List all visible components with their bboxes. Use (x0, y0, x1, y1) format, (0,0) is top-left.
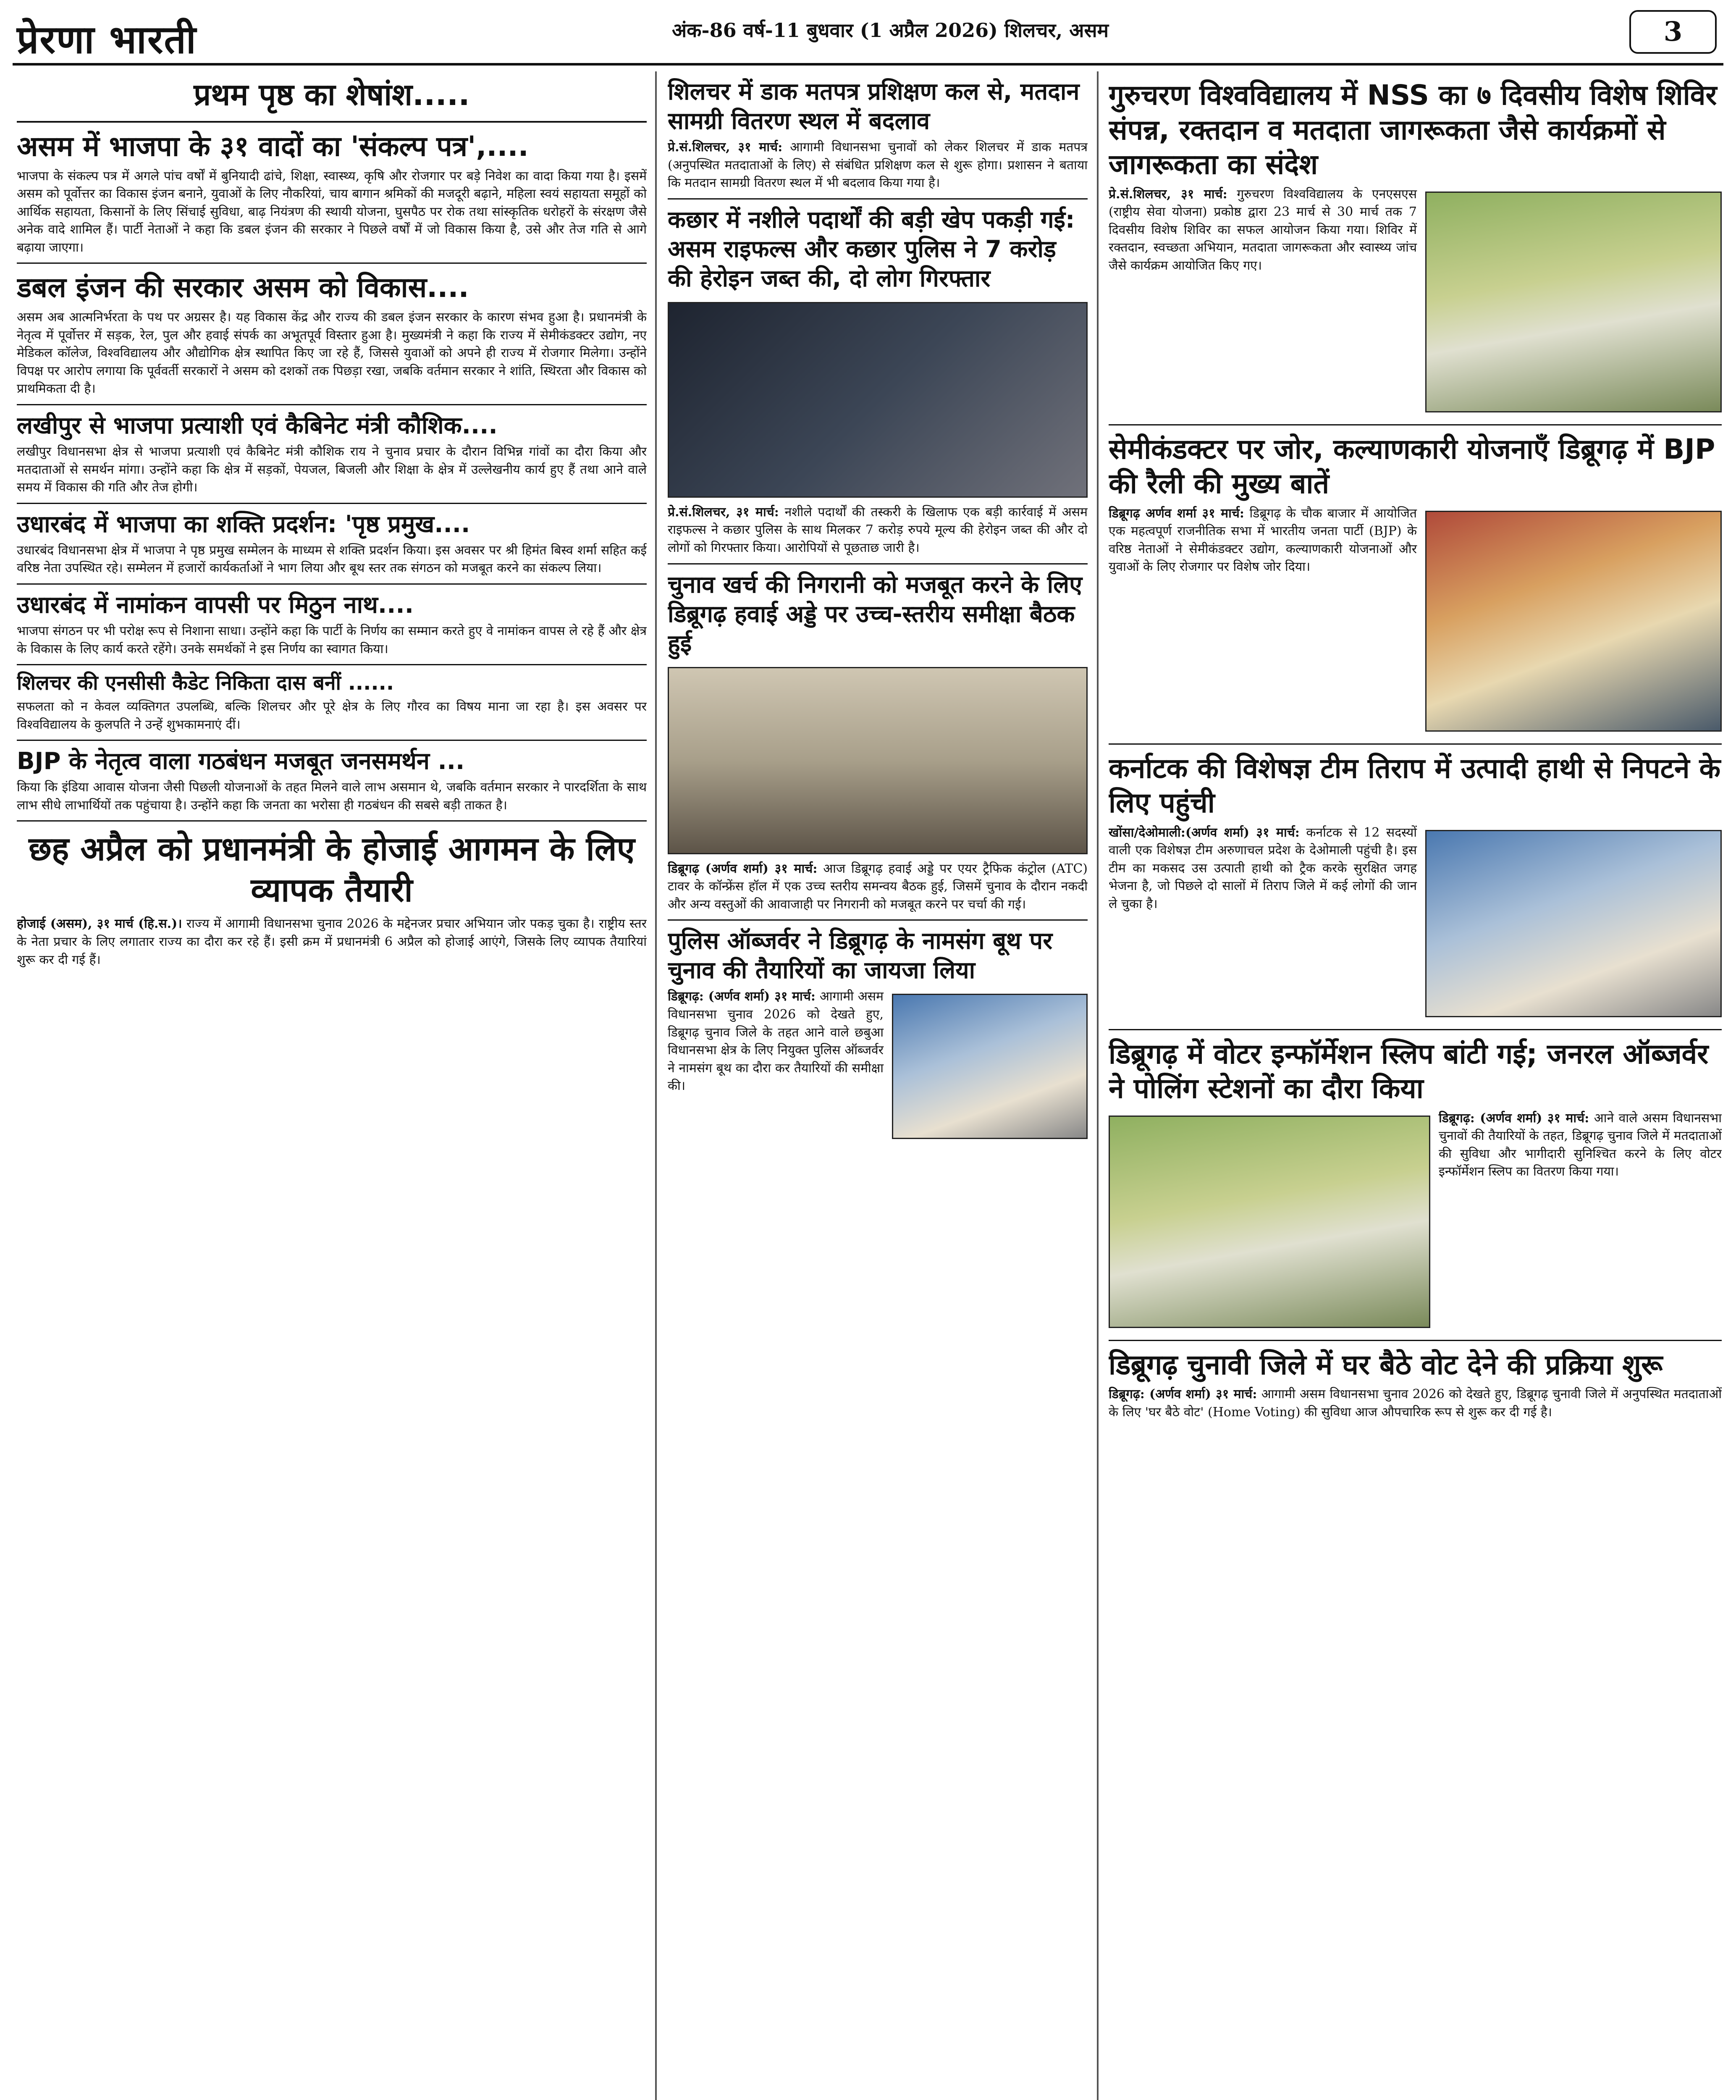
headline: शिलचर की एनसीसी कैडेट निकिता दास बनीं ...... (17, 671, 394, 695)
headline: उधारबंद में भाजपा का शक्ति प्रदर्शन: 'पृष्ठ प्रमुख.... (17, 510, 470, 538)
body-text: आगामी असम विधानसभा चुनाव 2026 को देखते हुए, डिब्रूगढ़ चुनावी जिले में अनुपस्थित मतदाताओं के लिए 'घर बैठे वोट' (Home Voting) की सुविधा आज औपचारिक रूप से शुरू कर दी गई है। (1109, 1387, 1722, 1420)
story-dibrugarh-airport-meeting (668, 564, 1088, 921)
front-page-continuation-banner: प्रथम पृष्ठ का शेषांश..... (17, 71, 647, 123)
column-divider (655, 71, 657, 2100)
story-postal-ballot (668, 71, 1088, 200)
dateline: डिब्रूगढ़: (अर्णव शर्मा) ३१ मार्च: (1109, 1387, 1257, 1402)
headline: चुनाव खर्च की निगरानी को मजबूत करने के लिए डिब्रूगढ़ हवाई अड्डे पर उच्च-स्तरीय समीक्षा बैठक हुई (668, 571, 1083, 657)
body-text: उधारबंद विधानसभा क्षेत्र में भाजपा ने पृष्ठ प्रमुख सम्मेलन के माध्यम से शक्ति प्रदर्शन किया। इस अवसर पर श्री हिमंत बिस्व शर्मा सहित कई वरिष्ठ नेता उपस्थित रहे। सम्मेलन में हजारों कार्यकर्ताओं ने भाग लिया और बूथ स्तर तक संगठन को मजबूत करने का संकल्प लिया। (17, 543, 647, 576)
story-lakhipur (17, 405, 647, 504)
rally-photo (1425, 511, 1722, 732)
story-udharbond-show (17, 504, 647, 585)
observer-photo (892, 994, 1088, 1139)
story-mithun-nath (17, 585, 647, 665)
body-text: डिब्रूगढ़ के चौक बाजार में आयोजित एक महत्वपूर्ण राजनीतिक सभा में भारतीय जनता पार्टी (BJP) के वरिष्ठ नेताओं ने सेमीकंडक्टर उद्योग, कल्याणकारी योजनाओं और युवाओं के लिए रोजगार पर विशेष जोर दिया। (1109, 506, 1417, 575)
body-text: कर्नाटक से 12 सदस्यों वाली एक विशेषज्ञ टीम अरुणाचल प्रदेश के देओमाली पहुंची है। इस टीम का मकसद उस उत्पाती हाथी को ट्रैक करके सुरक्षित जगह भेजना है, जो पिछले दो सालों में तिराप जिले में कई लोगों की जान ले चुका है। (1109, 825, 1417, 911)
column-left (17, 71, 647, 2100)
headline: डबल इंजन की सरकार असम को विकास.... (17, 271, 469, 304)
column-right (1109, 71, 1722, 2100)
page-number: 3 (1629, 10, 1717, 54)
headline: डिब्रूगढ़ चुनावी जिले में घर बैठे वोट देने की प्रक्रिया शुरू (1109, 1348, 1663, 1381)
dateline: डिब्रूगढ़ अर्णव शर्मा ३१ मार्च: (1109, 506, 1244, 521)
dateline: प्रे.सं.शिलचर, ३१ मार्च: (1109, 186, 1227, 202)
story-bjp-manifesto (17, 123, 647, 264)
body-text: आने वाले असम विधानसभा चुनावों की तैयारियों के तहत, डिब्रूगढ़ चुनाव जिले में मतदाताओं की सुविधा और भागीदारी सुनिश्चित करने के लिए वोटर इन्फॉर्मेशन स्लिप का वितरण किया गया। (1439, 1110, 1722, 1179)
body-text: भाजपा के संकल्प पत्र में अगले पांच वर्षों में बुनियादी ढांचे, शिक्षा, स्वास्थ्य, कृषि और रोजगार पर बड़े निवेश का वादा किया गया है। इसमें असम को पूर्वोत्तर का विकास इंजन बनाने, युवाओं के लिए नौकरियां, चाय बागान श्रमिकों की मजदूरी बढ़ाने, महिला स्वयं सहायता समूहों को आर्थिक सहायता, किसानों के लिए सिंचाई सुविधा, बाढ़ नियंत्रण की स्थायी योजना, घुसपैठ पर रोक तथा सांस्कृतिक धरोहरों के संरक्षण जैसे अनेक वादे शामिल हैं। पार्टी नेताओं ने कहा कि डबल इंजन की सरकार ने पिछले वर्षों में जो विकास किया है, उसे और तेज गति से आगे बढ़ाया जाएगा। (17, 168, 647, 255)
headline: गुरुचरण विश्वविद्यालय में NSS का ७ दिवसीय विशेष शिविर संपन्न, रक्तदान व मतदाता जागरूकता जैसे कार्यक्रमों से जागरूकता का संदेश (1109, 79, 1717, 181)
expert-team-photo (1425, 830, 1722, 1017)
dateline: होजाई (असम), ३१ मार्च (हि.स.)। (17, 916, 182, 932)
story-ncc-cadet (17, 665, 647, 741)
story-voter-slip (1109, 1030, 1722, 1341)
dateline: डिब्रूगढ़: (अर्णव शर्मा) ३१ मार्च: (1439, 1110, 1589, 1126)
body-text: असम अब आत्मनिर्भरता के पथ पर अग्रसर है। यह विकास केंद्र और राज्य की डबल इंजन सरकार के कारण संभव हुआ है। प्रधानमंत्री के नेतृत्व में पूर्वोत्तर में सड़क, रेल, पुल और हवाई संपर्क का अभूतपूर्व विस्तार हुआ है। मुख्यमंत्री ने कहा कि राज्य में सेमीकंडक्टर उद्योग, नए मेडिकल कॉलेज, विश्वविद्यालय और औद्योगिक क्षेत्र स्थापित किए जा रहे हैं, जिससे युवाओं को अपने ही राज्य में रोजगार मिलेगा। उन्होंने विपक्ष पर आरोप लगाया कि पूर्ववर्ती सरकारों ने असम को दशकों तक पिछड़ा रखा, जबकि वर्तमान सरकार ने शांति, स्थिरता और विकास को प्राथमिकता दी है। (17, 310, 647, 396)
headline: शिलचर में डाक मतपत्र प्रशिक्षण कल से, मतदान सामग्री वितरण स्थल में बदलाव (668, 78, 1080, 135)
headline: पुलिस ऑब्जर्वर ने डिब्रूगढ़ के नामसंग बूथ पर चुनाव की तैयारियों का जायजा लिया (668, 927, 1053, 984)
body-text: गुरुचरण विश्वविद्यालय के एनएसएस (राष्ट्रीय सेवा योजना) प्रकोष्ठ द्वारा 23 मार्च से 30 मार्च तक 7 दिवसीय विशेष शिविर का सफल आयोजन किया गया। शिविर में रक्तदान, स्वच्छता अभियान, मतदाता जागरूकता और स्वास्थ्य जांच जैसे कार्यक्रम आयोजित किए गए। (1109, 186, 1417, 273)
story-home-voting (1109, 1341, 1722, 1428)
meeting-photo (668, 667, 1088, 854)
headline: कर्नाटक की विशेषज्ञ टीम तिराप में उत्पादी हाथी से निपटने के लिए पहुंची (1109, 752, 1721, 819)
story-police-observer (668, 921, 1088, 1101)
body-text: राज्य में आगामी विधानसभा चुनाव 2026 के मद्देनजर प्रचार अभियान जोर पकड़ चुका है। राष्ट्रीय स्तर के नेता प्रचार के लिए लगातार राज्य का दौरा कर रहे हैं। इसी क्रम में प्रधानमंत्री 6 अप्रैल को होजाई आएंगे, जिसके लिए व्यापक तैयारियां शुरू कर दी गई हैं। (17, 916, 647, 967)
story-bjp-alliance (17, 741, 647, 822)
headline: छह अप्रैल को प्रधानमंत्री के होजाई आगमन के लिए व्यापक तैयारी (29, 830, 635, 909)
dateline: प्रे.सं.शिलचर, ३१ मार्च: (668, 504, 779, 520)
body-text: सफलता को न केवल व्यक्तिगत उपलब्धि, बल्कि शिलचर और पूरे क्षेत्र के लिए गौरव का विषय माना जा रहा है। इस अवसर पर विश्वविद्यालय के कुलपति ने उन्हें शुभकामनाएं दीं। (17, 699, 647, 732)
seizure-photo (668, 302, 1088, 498)
issue-info: अंक-86 वर्ष-11 बुधवार (1 अप्रैल 2026) शिलचर, असम (672, 19, 1109, 42)
headline: डिब्रूगढ़ में वोटर इन्फॉर्मेशन स्लिप बांटी गई; जनरल ऑब्जर्वर ने पोलिंग स्टेशनों का दौरा किया (1109, 1037, 1709, 1105)
column-divider (1097, 71, 1099, 2100)
voter-slip-photo (1109, 1116, 1430, 1328)
newspaper-name: प्रेरणा भारती (17, 17, 197, 62)
story-elephant-team (1109, 745, 1722, 1030)
headline: असम में भाजपा के ३१ वादों का 'संकल्प पत्र',.... (17, 130, 529, 163)
body-text: आज डिब्रूगढ़ हवाई अड्डे पर एयर ट्रैफिक कंट्रोल (ATC) टावर के कॉन्फ्रेंस हॉल में एक उच्च स्तरीय समन्वय बैठक हुई, जिसमें चुनाव के दौरान नकदी और अन्य वस्तुओं की आवाजाही पर निगरानी को मजबूत करने पर चर्चा की गई। (668, 861, 1088, 912)
body-text: नशीले पदार्थों की तस्करी के खिलाफ एक बड़ी कार्रवाई में असम राइफल्स ने कछार पुलिस के साथ मिलकर 7 करोड़ रुपये मूल्य की हेरोइन जब्त की और दो लोगों को गिरफ्तार किया। आरोपियों से पूछताछ जारी है। (668, 504, 1088, 555)
nss-camp-photo (1425, 192, 1722, 412)
body-text: किया कि इंडिया आवास योजना जैसी पिछली योजनाओं के तहत मिलने वाले लाभ असमान थे, जबकि वर्तमान सरकार ने पारदर्शिता के साथ लाभ सीधे लाभार्थियों तक पहुंचाया है। उन्होंने कहा कि जनता का भरोसा ही गठबंधन की सबसे बड़ी ताकत है। (17, 780, 647, 813)
dateline: खोंसा/देओमाली:(अर्णव शर्मा) ३१ मार्च: (1109, 825, 1300, 840)
dateline: डिब्रूगढ़ (अर्णव शर्मा) ३१ मार्च: (668, 861, 818, 876)
dateline: प्रे.सं.शिलचर, ३१ मार्च: (668, 140, 783, 155)
story-nss-camp (1109, 71, 1722, 425)
story-pm-hojai (17, 822, 647, 975)
headline: सेमीकंडक्टर पर जोर, कल्याणकारी योजनाएँ डिब्रूगढ़ में BJP की रैली की मुख्य बातें (1109, 433, 1715, 500)
story-heroin-seizure (668, 200, 1088, 564)
headline: लखीपुर से भाजपा प्रत्याशी एवं कैबिनेट मंत्री कौशिक.... (17, 412, 498, 439)
story-double-engine (17, 264, 647, 405)
body-text: आगामी विधानसभा चुनावों को लेकर शिलचर में डाक मतपत्र (अनुपस्थित मतदाताओं के लिए) से संबंधित प्रशिक्षण कल से शुरू होगा। प्रशासन ने बताया कि मतदान सामग्री वितरण स्थल में भी बदलाव किया गया है। (668, 140, 1088, 191)
headline: BJP के नेतृत्व वाला गठबंधन मजबूत जनसमर्थन ... (17, 748, 465, 775)
dateline: डिब्रूगढ़: (अर्णव शर्मा) ३१ मार्च: (668, 989, 816, 1004)
masthead-rule (13, 63, 1723, 66)
headline: कछार में नशीले पदार्थों की बड़ी खेप पकड़ी गई: असम राइफल्स और कछार पुलिस ने 7 करोड़ की हेरोइन जब्त की, दो लोग गिरफ्तार (668, 206, 1075, 292)
story-bjp-rally-dibrugarh (1109, 425, 1722, 745)
headline: उधारबंद में नामांकन वापसी पर मिठुन नाथ.... (17, 591, 414, 619)
body-text: भाजपा संगठन पर भी परोक्ष रूप से निशाना साधा। उन्होंने कहा कि पार्टी के निर्णय का सम्मान करते हुए वे नामांकन वापस ले रहे हैं और क्षेत्र के विकास के लिए कार्य करते रहेंगे। उनके समर्थकों ने इस निर्णय का स्वागत किया। (17, 623, 647, 656)
body-text: आगामी असम विधानसभा चुनाव 2026 को देखते हुए, डिब्रूगढ़ चुनाव जिले के तहत आने वाले छबुआ विधानसभा क्षेत्र के लिए नियुक्त पुलिस ऑब्जर्वर ने नामसंग बूथ का दौरा कर तैयारियों की समीक्षा की। (668, 989, 884, 1094)
column-middle (668, 71, 1088, 2100)
body-text: लखीपुर विधानसभा क्षेत्र से भाजपा प्रत्याशी एवं कैबिनेट मंत्री कौशिक राय ने चुनाव प्रचार के दौरान विभिन्न गांवों का दौरा किया और मतदाताओं से समर्थन मांगा। उन्होंने कहा कि क्षेत्र में सड़कों, पेयजल, बिजली और शिक्षा के क्षेत्र में उल्लेखनीय कार्य हुए हैं तथा आने वाले समय में विकास की गति और तेज होगी। (17, 444, 647, 495)
